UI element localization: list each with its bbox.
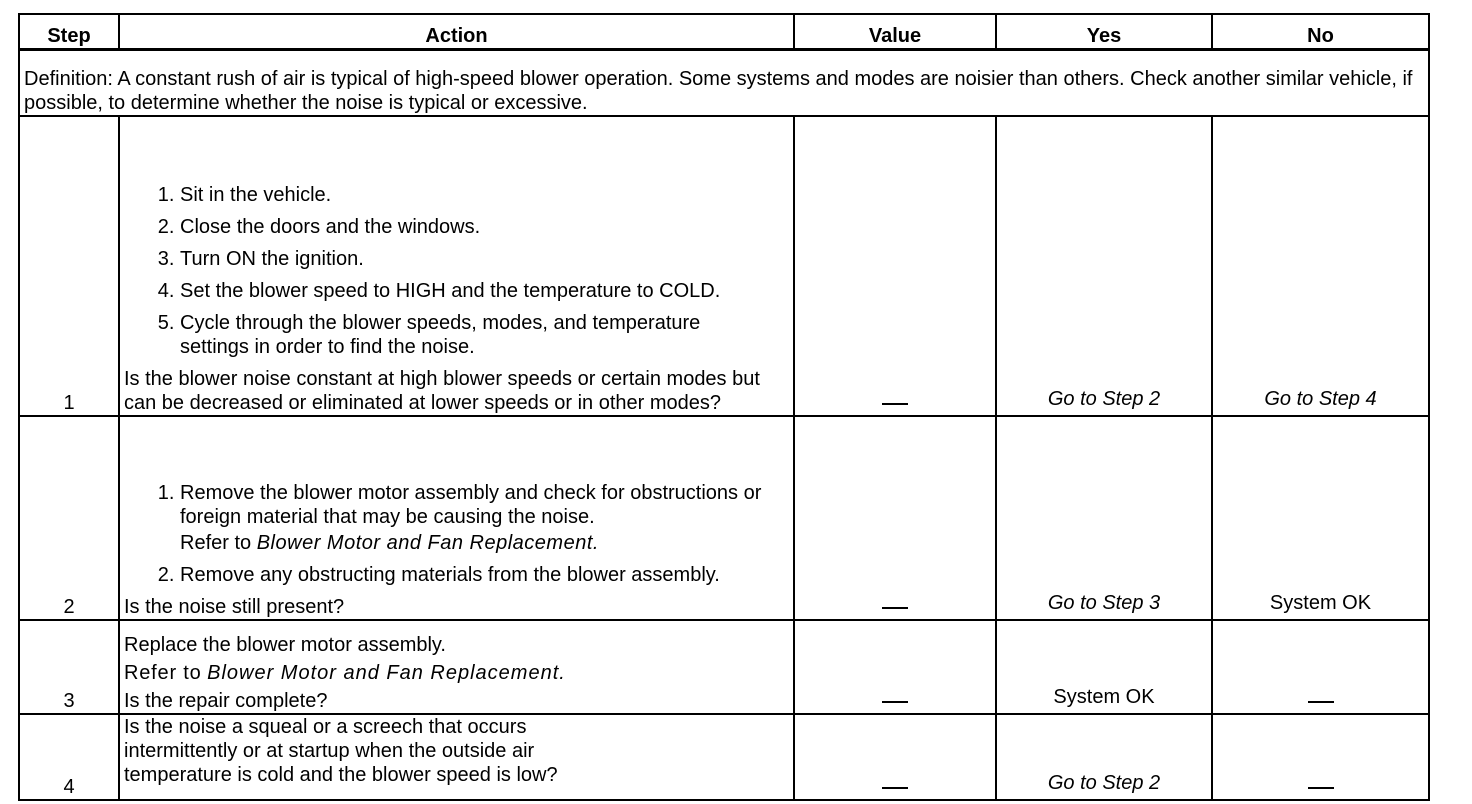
- action-cell: [119, 416, 794, 620]
- substep: 2. Remove any obstructing materials from the blower assembly.: [180, 563, 789, 587]
- goto-link[interactable]: Go to Step 4: [1264, 388, 1377, 410]
- refer-prefix: Refer to: [180, 532, 252, 554]
- refer-link[interactable]: Blower Motor and Fan Replacement.: [256, 532, 599, 554]
- value-cell: [794, 620, 996, 714]
- header-yes: Yes: [996, 14, 1212, 50]
- table-row-step-1: [19, 116, 1429, 416]
- substep: 3. Turn ON the ignition.: [180, 247, 789, 271]
- no-cell[interactable]: [1212, 416, 1429, 620]
- diagnostic-table: [18, 13, 1430, 801]
- definition-text: Definition: A constant rush of air is typical of high-speed blower operation. Some systems and modes are noisier than others. Check another similar vehicle, if possible, to determine whether the noise is typical or excessive.: [19, 50, 1429, 117]
- action-cell: [119, 620, 794, 714]
- substep-list: [124, 183, 789, 359]
- action-text: Replace the blower motor assembly.: [124, 634, 446, 656]
- yes-cell[interactable]: [996, 116, 1212, 416]
- question: Is the blower noise constant at high blower speeds or certain modes but can be decreased or eliminated at lower speeds or in other modes?: [124, 368, 760, 414]
- yes-cell[interactable]: [996, 620, 1212, 714]
- step-number: 2: [19, 416, 119, 620]
- substep: [180, 481, 789, 555]
- refer-prefix: Refer to: [124, 662, 202, 684]
- dash-mark: [882, 787, 908, 789]
- no-cell: [1212, 620, 1429, 714]
- question: Is the noise still present?: [124, 596, 345, 618]
- yes-cell[interactable]: [996, 714, 1212, 800]
- substep: 1. Sit in the vehicle.: [180, 183, 789, 207]
- yes-cell[interactable]: [996, 416, 1212, 620]
- question: Is the repair complete?: [124, 690, 328, 712]
- goto-link[interactable]: Go to Step 3: [1047, 592, 1161, 614]
- dash-mark: [1308, 701, 1334, 703]
- result-text: System OK: [1053, 686, 1155, 708]
- header-value: Value: [794, 14, 996, 50]
- value-cell: [794, 416, 996, 620]
- table-row-step-3: [19, 620, 1429, 714]
- substep: 4. Set the blower speed to HIGH and the temperature to COLD.: [180, 279, 789, 303]
- substep-list: [124, 481, 789, 587]
- action-cell: [119, 714, 794, 800]
- dash-mark: [882, 701, 908, 703]
- definition-row: [19, 50, 1429, 117]
- goto-link[interactable]: Go to Step 2: [1047, 772, 1161, 794]
- table-row-step-2: [19, 416, 1429, 620]
- no-cell[interactable]: [1212, 116, 1429, 416]
- dash-mark: [1308, 787, 1334, 789]
- result-text: System OK: [1269, 592, 1372, 614]
- substep: 2. Close the doors and the windows.: [180, 215, 789, 239]
- header-step: Step: [19, 14, 119, 50]
- step-number: 1: [19, 116, 119, 416]
- question: Is the noise a squeal or a screech that occurs intermittently or at startup when the outside air temperature is cold and the blower speed is low?: [124, 716, 558, 786]
- action-cell: [119, 116, 794, 416]
- header-action: Action: [119, 14, 794, 50]
- no-cell: [1212, 714, 1429, 800]
- value-cell: [794, 116, 996, 416]
- step-number: 4: [19, 714, 119, 800]
- substep-text: Remove the blower motor assembly and check for obstructions or foreign material that may be causing the noise.: [180, 482, 762, 528]
- refer-line: [180, 531, 769, 555]
- header-no: No: [1212, 14, 1429, 50]
- value-cell: [794, 714, 996, 800]
- dash-mark: [882, 607, 908, 609]
- goto-link[interactable]: Go to Step 2: [1047, 388, 1161, 410]
- header-row: [19, 14, 1429, 50]
- substep: 5. Cycle through the blower speeds, modes, and temperature settings in order to find the noise.: [180, 311, 789, 359]
- refer-link[interactable]: Blower Motor and Fan Replacement.: [207, 662, 566, 684]
- dash-mark: [882, 403, 908, 405]
- step-number: 3: [19, 620, 119, 714]
- table-row-step-4: [19, 714, 1429, 800]
- refer-line: [124, 661, 789, 685]
